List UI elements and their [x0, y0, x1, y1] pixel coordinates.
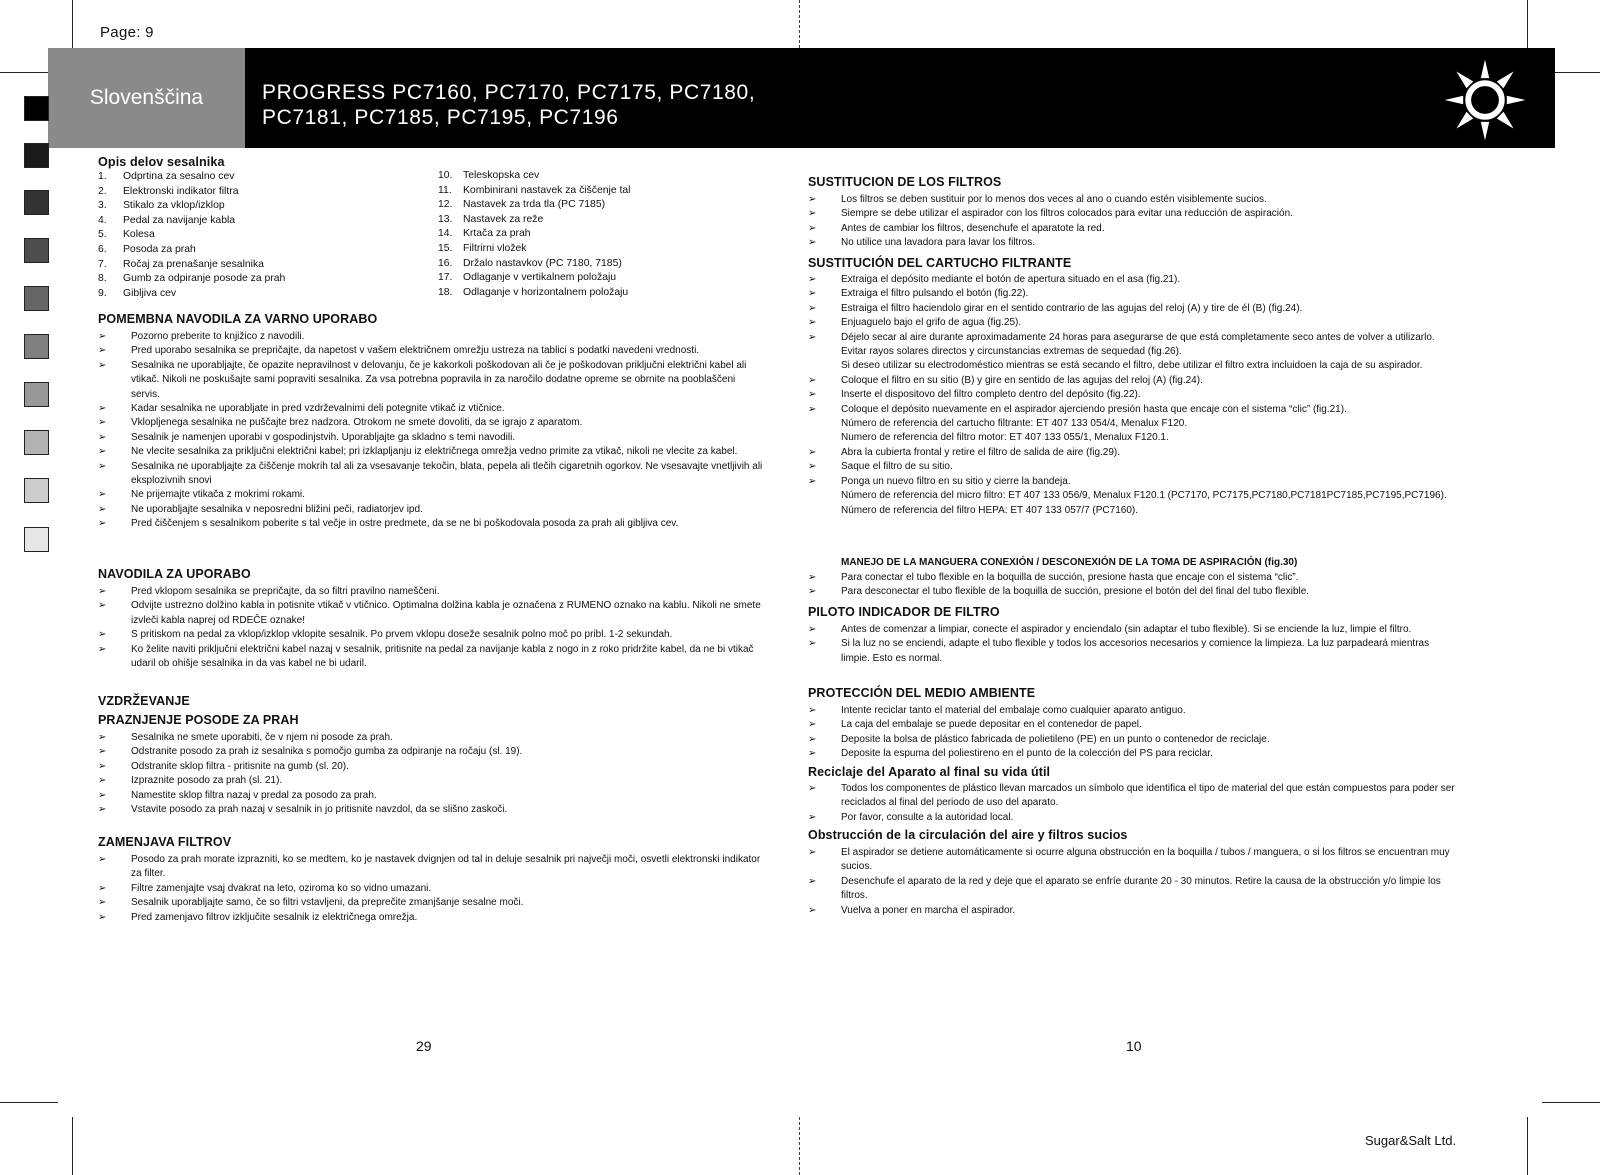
part-item — [438, 198, 758, 213]
page-number-right: 10 — [1126, 1038, 1142, 1054]
part-label: Kolesa — [123, 229, 155, 241]
usage-heading: NAVODILA ZA UPORABO — [98, 567, 251, 581]
color-swatch — [24, 478, 49, 503]
list-item: ➢ Estraiga el filtro haciendolo girar en el sentido contrario de las agujas del reloj (A) y tire de él (B) (fig.24). — [808, 302, 1458, 316]
recycling-heading: Reciclaje del Aparato al final su vida útil — [808, 765, 1051, 779]
crop-mark — [0, 1102, 58, 1103]
environment-list — [808, 704, 1458, 762]
list-item: ➢ Sesalnik je namenjen uporabi v gospodinjstvih. Uporabljajte ga skladno s temi navodili. — [98, 431, 763, 445]
part-label: Nastavek za trda tla (PC 7185) — [463, 199, 606, 211]
list-item: ➢ Ne uporabljajte sesalnika v neposredni bližini peči, radiatorjev ipd. — [98, 503, 763, 517]
color-swatch — [24, 527, 49, 552]
part-label: Filtrirni vložek — [463, 242, 527, 254]
environment-heading: PROTECCIÓN DEL MEDIO AMBIENTE — [808, 686, 1036, 700]
list-item: ➢ Sesalnika ne smete uporabiti, če v njem ni posode za prah. — [98, 731, 763, 745]
part-item — [98, 243, 418, 258]
part-number: 4. — [98, 214, 107, 226]
part-item — [98, 258, 418, 273]
list-item: ➢ Antes de comenzar a limpiar, conecte el aspirador y enciendalo (sin adaptar el tubo flexible). Si se enciende la luz, limpie el filtro. — [808, 623, 1458, 637]
recycling-list — [808, 782, 1458, 825]
part-item — [98, 170, 418, 185]
list-item: ➢ Antes de cambiar los filtros, desenchufe el aparatote la red. — [808, 222, 1458, 236]
part-label: Kombinirani nastavek za čiščenje tal — [463, 184, 631, 196]
obstruction-list — [808, 846, 1458, 918]
part-label: Gumb za odpiranje posode za prah — [123, 273, 286, 285]
list-item: ➢ Pred zamenjavo filtrov izključite sesalnik iz električnega omrežja. — [98, 911, 763, 925]
color-swatch — [24, 143, 49, 168]
part-label: Elektronski indikator filtra — [123, 185, 239, 197]
list-item: ➢ Todos los componentes de plástico llevan marcados un símbolo que identifica el tipo de material del que están compuestos para poder ser reciclados al final del periodo de uso del aparato. — [808, 782, 1458, 811]
color-swatch — [24, 334, 49, 359]
hose-heading: MANEJO DE LA MANGUERA CONEXIÓN / DESCONEXIÓN DE LA TOMA DE ASPIRACIÓN (fig.30) — [841, 557, 1298, 568]
list-item: ➢ Extraiga el filtro pulsando el botón (fig.22). — [808, 287, 1458, 301]
part-number: 8. — [98, 273, 107, 285]
company-name: Sugar&Salt Ltd. — [1365, 1133, 1457, 1148]
filters-list — [98, 853, 763, 925]
part-item — [438, 242, 758, 257]
hose-list — [808, 571, 1458, 600]
filter-replacement-heading: SUSTITUCION DE LOS FILTROS — [808, 175, 1002, 189]
maintenance-heading: VZDRŽEVANJE — [98, 694, 190, 708]
filter-replacement-list — [808, 193, 1458, 251]
title-line-2: PC7181, PC7185, PC7195, PC7196 — [262, 106, 619, 129]
list-item: ➢ Por favor, consulte a la autoridad local. — [808, 811, 1458, 825]
list-item: ➢ Coloque el depósito nuevamente en el aspirador ajerciendo presión hasta que encaje con el sistema “clic” (fig.21). — [808, 403, 1458, 417]
color-swatch — [24, 190, 49, 215]
part-number: 11. — [438, 184, 452, 196]
fold-mark — [799, 1117, 800, 1175]
color-swatch — [24, 382, 49, 407]
cartridge-heading: SUSTITUCIÓN DEL CARTUCHO FILTRANTE — [808, 256, 1072, 270]
list-item: ➢ Pred čiščenjem s sesalnikom poberite s tal večje in ostre predmete, da se ne bi poškodovala posoda za prah ali gibljiva cev. — [98, 517, 763, 531]
title-line-1: PROGRESS PC7160, PC7170, PC7175, PC7180, — [262, 81, 756, 104]
list-item: ➢ Sesalnika ne uporabljajte za čiščenje mokrih tal ali za vsesavanje tekočin, blata, pepela ali tlečih cigaretnih ogorkov. Ne vsesavajte vnetljivih ali eksplozivnih snovi — [98, 460, 763, 489]
crop-mark — [1527, 1117, 1528, 1175]
list-item: ➢ Pozorno preberite to knjižico z navodili. — [98, 330, 763, 344]
list-item: ➢ Saque el filtro de su sitio. — [808, 460, 1458, 474]
list-item: ➢ Enjuaguelo bajo el grifo de agua (fig.25). — [808, 316, 1458, 330]
list-item: ➢ S pritiskom na pedal za vklop/izklop vklopite sesalnik. Po prvem vklopu doseže sesalnik polno moč po pribl. 1-2 sekundah. — [98, 628, 763, 642]
list-item: ➢ Odvijte ustrezno dolžino kabla in potisnite vtikač v vtičnico. Optimalna dolžina kabla je označena z RUMENO oznako na kablu. Nikoli ne smete izvleči kabla naprej od RDEČE oznake! — [98, 599, 763, 628]
part-number: 13. — [438, 213, 453, 225]
part-label: Teleskopska cev — [463, 170, 540, 181]
part-label: Odprtina za sesalno cev — [123, 171, 235, 182]
list-item: ➢ Siempre se debe utilizar el aspirador con los filtros colocados para evitar una reducción de aspiración. — [808, 207, 1458, 221]
color-swatch — [24, 430, 49, 455]
part-number: 18. — [438, 286, 453, 298]
list-item: ➢ No utilice una lavadora para lavar los filtros. — [808, 236, 1458, 250]
page-number-left: 29 — [416, 1038, 432, 1054]
part-item — [98, 185, 418, 200]
filters-heading: ZAMENJAVA FILTROV — [98, 835, 232, 849]
cartridge-list — [808, 273, 1458, 518]
list-item: ➢ Izpraznite posodo za prah (sl. 21). — [98, 774, 763, 788]
part-number: 3. — [98, 200, 107, 212]
part-number: 15. — [438, 242, 453, 254]
list-item: ➢ La caja del embalaje se puede depositar en el contenedor de papel. — [808, 718, 1458, 732]
title-bar — [245, 48, 1555, 148]
safety-heading: POMEMBNA NAVODILA ZA VARNO UPORABO — [98, 312, 378, 326]
color-swatch — [24, 286, 49, 311]
emptying-list — [98, 731, 763, 817]
part-number: 16. — [438, 257, 453, 269]
list-item: ➢ Los filtros se deben sustituir por lo menos dos veces al ano o cuando estén visiblemente sucios. — [808, 193, 1458, 207]
part-label: Krtača za prah — [463, 228, 531, 240]
list-item: ➢ Pred uporabo sesalnika se prepričajte, da napetost v vašem električnem omrežju ustreza na tablici s podatki navedeni vrednosti. — [98, 344, 763, 358]
part-number: 12. — [438, 199, 453, 211]
color-swatch — [24, 96, 49, 121]
list-item: ➢ Ponga un nuevo filtro en su sitio y cierre la bandeja. — [808, 475, 1458, 489]
list-item: Numero de referencia del filtro motor: ET 407 133 055/1, Menalux F120.1. — [841, 432, 1169, 444]
list-item: ➢ Inserte el dispositovo del filtro completo dentro del depósito (fig.22). — [808, 388, 1458, 402]
list-item: ➢ Sesalnik uporabljajte samo, če so filtri vstavljeni, da preprečite zmanjšanje sesalne moči. — [98, 896, 763, 910]
list-item: ➢ Odstranite posodo za prah iz sesalnika s pomočjo gumba za odpiranje na ročaju (sl. 19). — [98, 745, 763, 759]
list-item: ➢ Ko želite naviti priključni električni kabel nazaj v sesalnik, pritisnite na pedal za navijanje kabla z nogo in z roko pridržite kabel, da ne bi vtikač udaril ob ohišje sesalnika in da vas kabel ne bi udaril. — [98, 643, 763, 672]
list-item: ➢ Namestite sklop filtra nazaj v predal za posodo za prah. — [98, 789, 763, 803]
part-number: 9. — [98, 287, 107, 299]
list-item: Evitar rayos solares directos y circunstancias extremas de sequedad (fig.26). — [841, 346, 1182, 358]
safety-list — [98, 330, 763, 532]
parts-heading: Opis delov sesalnika — [98, 155, 225, 169]
list-item: ➢ Abra la cubierta frontal y retire el filtro de salida de aire (fig.29). — [808, 446, 1458, 460]
part-number: 14. — [438, 228, 453, 240]
part-label: Držalo nastavkov (PC 7180, 7185) — [463, 257, 622, 269]
list-item: ➢ Deposite la espuma del poliestireno en el punto de la colección del PS para reciclar. — [808, 747, 1458, 761]
part-label: Nastavek za reže — [463, 213, 544, 225]
language-label: Slovenščina — [89, 86, 204, 109]
list-item: ➢ Ne prijemajte vtikača z mokrimi rokami. — [98, 488, 763, 502]
part-item — [438, 169, 758, 184]
list-item: ➢ Odstranite sklop filtra - pritisnite na gumb (sl. 20). — [98, 760, 763, 774]
list-item: ➢ Pred vklopom sesalnika se prepričajte, da so filtri pravilno nameščeni. — [98, 585, 763, 599]
list-item: ➢ Para conectar el tubo flexible en la boquilla de succión, presione hasta que encaje con el sistema “clic”. — [808, 571, 1458, 585]
list-item: ➢ Si la luz no se enciendi, adapte el tubo flexible y todos los accesorios necesarios y comience la limpieza. La luz parpadeará mientras limpie. Esto es normal. — [808, 637, 1458, 666]
part-number: 7. — [98, 258, 107, 270]
list-item: ➢ Sesalnika ne uporabljajte, če opazite nepravilnost v delovanju, če je kakorkoli poškodovan ali če je poškodovan priključni električni kabel ali vtikač. Nikoli ne poskušajte sami popraviti sesalnika. Za vsa potrebna popravila in za naročilo dodatne opreme se obrnite na pooblaščeni servis. — [98, 359, 763, 402]
list-item: ➢ Coloque el filtro en su sitio (B) y gire en sentido de las agujas del reloj (A) (fig.24). — [808, 374, 1458, 388]
emptying-heading: PRAZNJENJE POSODE ZA PRAH — [98, 713, 299, 727]
list-item: ➢ Intente reciclar tanto el material del embalaje como cualquier aparato antiguo. — [808, 704, 1458, 718]
list-item: ➢ Vklopljenega sesalnika ne puščajte brez nadzora. Otrokom ne smete dovoliti, da se igrajo z aparatom. — [98, 416, 763, 430]
filter-indicator-list — [808, 623, 1458, 666]
list-item: ➢ Vuelva a poner en marcha el aspirador. — [808, 904, 1458, 918]
list-item: ➢ Kadar sesalnika ne uporabljate in pred vzdrževalnimi deli potegnite vtikač iz vtičnice. — [98, 402, 763, 416]
list-item: ➢ El aspirador se detiene automáticamente si ocurre alguna obstrucción en la boquilla / tubos / manguera, o si los filtros se encuentran muy sucios. — [808, 846, 1458, 875]
parts-list-2 — [438, 169, 758, 300]
list-item: ➢ Ne vlecite sesalnika za priključni električni kabel; pri izklapljanju iz električnega omrežja vedno primite za vtikač, nikoli ne vlecite za kabel. — [98, 445, 763, 459]
part-item — [98, 287, 418, 302]
filter-indicator-heading: PILOTO INDICADOR DE FILTRO — [808, 605, 1000, 619]
part-item — [438, 271, 758, 286]
list-item: ➢ Extraiga el depósito mediante el botón de apertura situado en el asa (fig.21). — [808, 273, 1458, 287]
part-label: Pedal za navijanje kabla — [123, 214, 236, 226]
part-item — [438, 184, 758, 199]
part-label: Ročaj za prenašanje sesalnika — [123, 258, 264, 270]
list-item: ➢ Vstavite posodo za prah nazaj v sesalnik in jo pritisnite navzdol, da se slišno zaskoči. — [98, 803, 763, 817]
part-label: Posoda za prah — [123, 243, 196, 255]
color-swatch — [24, 238, 49, 263]
list-item: ➢ Para desconectar el tubo flexible de la boquilla de succión, presione el botón del del final del tubo flexible. — [808, 585, 1458, 599]
part-item — [438, 227, 758, 242]
part-label: Odlaganje v vertikalnem položaju — [463, 272, 617, 284]
part-item — [438, 213, 758, 228]
fold-mark — [799, 0, 800, 48]
part-number: 17. — [438, 272, 453, 284]
part-item — [98, 272, 418, 287]
list-item: Número de referencia del filtro HEPA: ET 407 133 057/7 (PC7160). — [841, 504, 1139, 516]
part-item — [98, 199, 418, 214]
part-label: Stikalo za vklop/izklop — [123, 200, 225, 212]
obstruction-heading: Obstrucción de la circulación del aire y filtros sucios — [808, 828, 1128, 842]
part-item — [98, 228, 418, 243]
part-number: 6. — [98, 243, 107, 255]
list-item: Número de referencia del micro filtro: ET 407 133 056/9, Menalux F120.1 (PC7170, PC7175,PC7180,PC7181PC7185,PC7195,PC7196). — [841, 490, 1447, 502]
part-label: Gibljiva cev — [123, 287, 177, 299]
part-item — [438, 257, 758, 272]
part-number: 10. — [438, 170, 453, 181]
list-item: ➢ Desenchufe el aparato de la red y deje que el aparato se enfríe durante 20 - 30 minutos. Retire la causa de la obstrucción y/o limpie los filtros. — [808, 875, 1458, 904]
part-item — [98, 214, 418, 229]
list-item: ➢ Déjelo secar al aire durante aproximadamente 24 horas para asegurarse de que está completamente seco antes de volver a utilizarlo. — [808, 331, 1458, 345]
list-item: ➢ Deposite la bolsa de plástico fabricada de polietileno (PE) en un punto o contenedor de reciclaje. — [808, 733, 1458, 747]
part-number: 1. — [98, 171, 107, 182]
list-item: Si deseo utilizar su electrodoméstico mientras se está secando el filtro, debe utilizar el filtro extra incluidoen la caja de su aspirador. — [841, 360, 1423, 372]
part-number: 5. — [98, 229, 107, 241]
language-tab — [48, 48, 245, 148]
list-item: Número de referencia del cartucho filtrante: ET 407 133 054/4, Menalux F120. — [841, 418, 1188, 430]
list-item: ➢ Posodo za prah morate izprazniti, ko se medtem, ko je nastavek dvignjen od tal in deluje sesalnik pri največji moči, osvetli elektronski indikator za filter. — [98, 853, 763, 882]
page-label: Page: 9 — [100, 24, 154, 41]
crop-mark — [1542, 1102, 1600, 1103]
usage-list — [98, 585, 763, 671]
crop-mark — [72, 1117, 73, 1175]
list-item: ➢ Filtre zamenjajte vsaj dvakrat na leto, oziroma ko so vidno umazani. — [98, 882, 763, 896]
part-item — [438, 286, 758, 301]
sun-logo-icon — [1443, 58, 1527, 142]
parts-list-1 — [98, 170, 418, 301]
part-label: Odlaganje v horizontalnem položaju — [463, 286, 629, 298]
part-number: 2. — [98, 185, 107, 197]
